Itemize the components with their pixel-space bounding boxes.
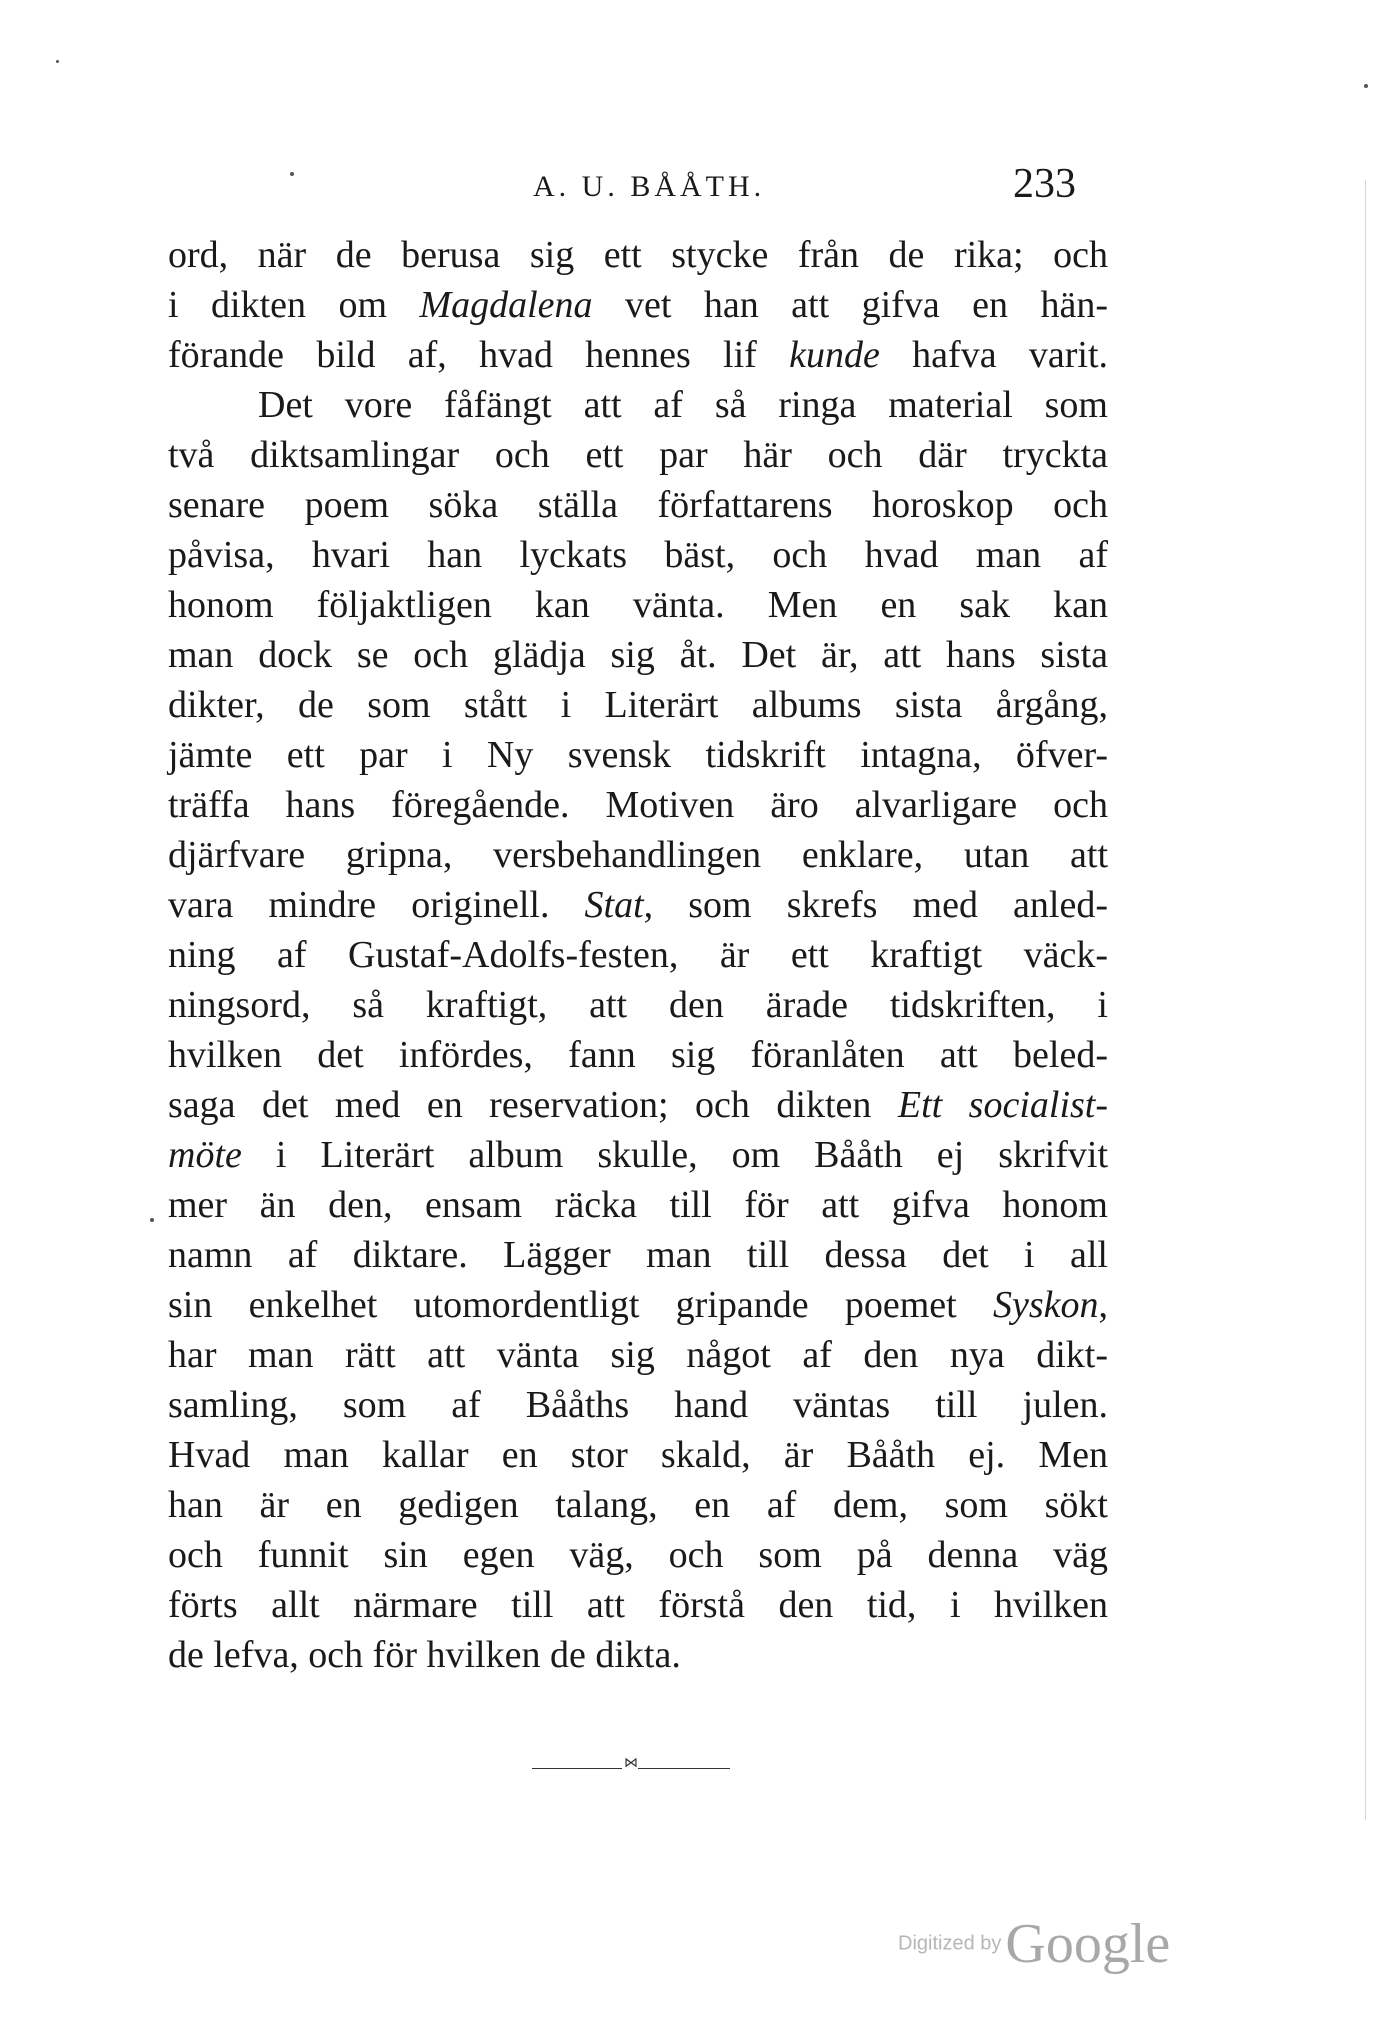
text-line: och funnit sin egen väg, och som på denna väg xyxy=(168,1534,1108,1576)
scan-speck xyxy=(56,60,59,63)
text-line: i dikten om Magdalena vet han att gifva en hän- xyxy=(168,284,1108,326)
text-line: man dock se och glädja sig åt. Det är, att hans sista xyxy=(168,634,1108,676)
text-line: Det vore fåfängt att af så ringa material som xyxy=(258,384,1108,426)
italic-title: kunde xyxy=(789,334,880,376)
text-line: träffa hans föregående. Motiven äro alvarligare och xyxy=(168,784,1108,826)
text-line: har man rätt att vänta sig något af den nya dikt- xyxy=(168,1334,1108,1376)
text-line: han är en gedigen talang, en af dem, som sökt xyxy=(168,1484,1108,1526)
scan-speck xyxy=(290,172,294,176)
running-head xyxy=(168,160,1076,220)
text-line: ning af Gustaf-Adolfs-festen, är ett kraftigt väck- xyxy=(168,934,1108,976)
ornament-rule-right xyxy=(638,1768,730,1769)
ornament-rule-left xyxy=(532,1768,622,1769)
text-line: förande bild af, hvad hennes lif kunde hafva varit. xyxy=(168,334,1108,376)
ornament-mark: ⋈ xyxy=(624,1756,638,1771)
text-line: mer än den, ensam räcka till för att gifva honom xyxy=(168,1184,1108,1226)
page-number: 233 xyxy=(1013,161,1076,207)
watermark-brand: Google xyxy=(1005,1913,1171,1975)
text-line: jämte ett par i Ny svensk tidskrift intagna, öfver- xyxy=(168,734,1108,776)
text-line: vara mindre originell. Stat, som skrefs med anled- xyxy=(168,884,1108,926)
text-line: namn af diktare. Lägger man till dessa det i all xyxy=(168,1234,1108,1276)
text-line: möte i Literärt album skulle, om Bååth ej skrifvit xyxy=(168,1134,1108,1176)
italic-title: Syskon xyxy=(992,1284,1099,1326)
text-line: dikter, de som stått i Literärt albums sista årgång, xyxy=(168,684,1108,726)
italic-title: Magdalena xyxy=(419,284,593,326)
text-line: de lefva, och för hvilken de dikta. xyxy=(168,1634,681,1676)
text-line: ord, när de berusa sig ett stycke från de rika; och xyxy=(168,234,1108,276)
scan-speck xyxy=(1364,84,1368,88)
text-line: djärfvare gripna, versbehandlingen enklare, utan att xyxy=(168,834,1108,876)
body-text xyxy=(168,230,1108,1680)
text-line: senare poem söka ställa författarens horoskop och xyxy=(168,484,1108,526)
text-line: honom följaktligen kan vänta. Men en sak kan xyxy=(168,584,1108,626)
text-line: förts allt närmare till att förstå den tid, i hvilken xyxy=(168,1584,1108,1626)
italic-title: möte xyxy=(168,1134,242,1176)
text-line: två diktsamlingar och ett par här och där tryckta xyxy=(168,434,1108,476)
scan-edge-line xyxy=(1365,180,1366,1820)
scan-speck xyxy=(150,1218,154,1222)
section-end-ornament xyxy=(532,1756,730,1775)
text-line: sin enkelhet utomordentligt gripande poemet Syskon, xyxy=(168,1284,1108,1326)
text-line: ningsord, så kraftigt, att den ärade tidskriften, i xyxy=(168,984,1108,1026)
watermark-prefix: Digitized by xyxy=(898,1932,1002,1955)
running-title: A. U. BÅÅTH. xyxy=(533,170,766,203)
text-line: påvisa, hvari han lyckats bäst, och hvad man af xyxy=(168,534,1108,576)
italic-title: Stat xyxy=(584,884,644,926)
text-line: hvilken det infördes, fann sig föranlåten att beled- xyxy=(168,1034,1108,1076)
text-line: Hvad man kallar en stor skald, är Bååth ej. Men xyxy=(168,1434,1108,1476)
text-line: samling, som af Bååths hand väntas till julen. xyxy=(168,1384,1108,1426)
text-line: saga det med en reservation; och dikten Ett socialist- xyxy=(168,1084,1108,1126)
digitization-watermark xyxy=(898,1912,1170,1976)
italic-title: Ett socialist- xyxy=(897,1084,1108,1126)
